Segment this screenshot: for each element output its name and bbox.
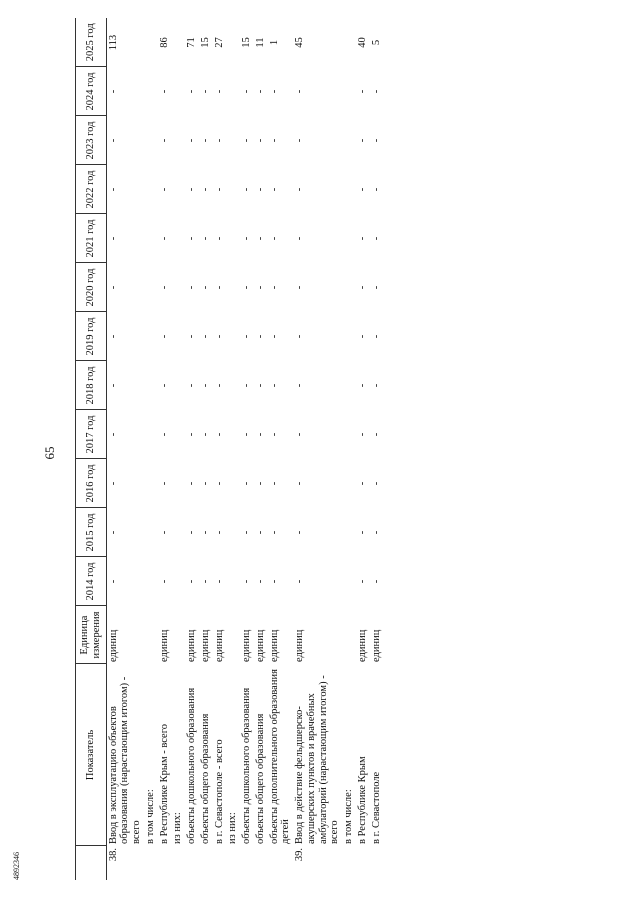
value-cell: - [213, 334, 225, 339]
value-cell [171, 410, 185, 459]
value-cell: - [268, 236, 280, 241]
unit-cell [144, 606, 158, 664]
value-cell: - [254, 579, 266, 584]
value-cell: - [356, 89, 368, 94]
value-cell: 86 [158, 37, 170, 48]
value-cell: - [356, 383, 368, 388]
value-cell [226, 312, 240, 361]
header-year: 2018 год [76, 361, 107, 410]
value-cell: - [158, 383, 170, 388]
value-cell: - [294, 481, 305, 486]
table-body [106, 18, 383, 880]
value-cell: 71 [186, 37, 197, 48]
header-year: 2021 год [76, 214, 107, 263]
value-cell: - [213, 285, 225, 290]
value-cell: - [107, 89, 119, 94]
value-cell: - [294, 187, 305, 192]
value-cell: - [186, 481, 197, 486]
value-cell [342, 459, 356, 508]
value-cell: 27 [213, 37, 225, 48]
value-cell [342, 508, 356, 557]
unit-cell: единиц [186, 629, 197, 662]
value-cell: - [356, 432, 368, 437]
value-cell: - [213, 187, 225, 192]
value-cell [226, 459, 240, 508]
indicator-cell: в г. Севастополе [370, 771, 382, 844]
value-cell: - [186, 432, 197, 437]
value-cell: - [254, 187, 266, 192]
header-year: 2020 год [76, 263, 107, 312]
row-number [144, 846, 158, 880]
unit-cell: единиц [254, 629, 266, 662]
value-cell: - [294, 579, 305, 584]
table-row [185, 18, 199, 880]
value-cell: - [107, 383, 119, 388]
value-cell [226, 263, 240, 312]
value-cell [226, 508, 240, 557]
value-cell: - [107, 579, 119, 584]
value-cell [171, 459, 185, 508]
table-row [106, 18, 144, 880]
row-number [342, 846, 356, 880]
indicator-cell: объекты дошкольного образования [186, 687, 197, 844]
value-cell: - [186, 89, 197, 94]
indicator-cell: объекты общего образования [254, 713, 266, 844]
value-cell: - [370, 138, 382, 143]
value-cell: - [158, 334, 170, 339]
value-cell: - [213, 383, 225, 388]
value-cell [144, 18, 158, 67]
value-cell: 40 [356, 37, 368, 48]
value-cell [342, 361, 356, 410]
row-number [356, 846, 370, 880]
value-cell: - [241, 138, 252, 143]
value-cell: - [107, 530, 119, 535]
table-row [171, 18, 185, 880]
value-cell: - [254, 432, 266, 437]
value-cell [342, 214, 356, 263]
value-cell: 15 [241, 37, 252, 48]
row-number [240, 846, 254, 880]
value-cell [171, 263, 185, 312]
value-cell: - [370, 236, 382, 241]
indicator-cell: из них: [227, 812, 239, 844]
value-cell [171, 361, 185, 410]
unit-cell: единиц [199, 629, 211, 662]
indicator-cell: из них: [172, 812, 184, 844]
value-cell [144, 165, 158, 214]
value-cell: - [241, 481, 252, 486]
value-cell: - [356, 481, 368, 486]
row-number [158, 846, 172, 880]
value-cell: - [241, 187, 252, 192]
value-cell: 45 [294, 37, 305, 48]
table-row [240, 18, 254, 880]
value-cell: 1 [268, 39, 280, 46]
value-cell: - [294, 236, 305, 241]
value-cell [342, 67, 356, 116]
value-cell: - [107, 432, 119, 437]
row-number [370, 846, 384, 880]
header-year: 2022 год [76, 165, 107, 214]
value-cell: - [107, 334, 119, 339]
value-cell: 5 [370, 39, 382, 46]
indicator-cell: в том числе: [144, 789, 156, 844]
value-cell: - [241, 334, 252, 339]
value-cell: - [370, 285, 382, 290]
value-cell: - [213, 432, 225, 437]
value-cell: - [186, 138, 197, 143]
value-cell [226, 67, 240, 116]
value-cell: - [254, 383, 266, 388]
value-cell: - [294, 138, 305, 143]
row-number [171, 846, 185, 880]
value-cell: - [294, 285, 305, 290]
value-cell: - [294, 530, 305, 535]
value-cell: - [294, 432, 305, 437]
indicator-cell: объекты дошкольного образования [241, 687, 252, 844]
header-year: 2024 год [76, 67, 107, 116]
value-cell [226, 18, 240, 67]
value-cell: - [254, 138, 266, 143]
indicator-cell: в Республике Крым [356, 756, 368, 844]
value-cell: - [268, 481, 280, 486]
header-year: 2015 год [76, 508, 107, 557]
value-cell: - [370, 579, 382, 584]
value-cell: - [158, 530, 170, 535]
value-cell [342, 116, 356, 165]
value-cell: - [370, 481, 382, 486]
value-cell: - [370, 383, 382, 388]
value-cell [226, 557, 240, 606]
value-cell [144, 459, 158, 508]
value-cell: - [294, 383, 305, 388]
header-indicator: Показатель [76, 664, 107, 846]
value-cell: - [199, 89, 211, 94]
value-cell: 15 [199, 37, 211, 48]
value-cell: - [254, 285, 266, 290]
unit-cell: единиц [213, 629, 225, 662]
table-row [268, 18, 294, 880]
value-cell [226, 410, 240, 459]
unit-cell [226, 606, 240, 664]
value-cell: - [356, 138, 368, 143]
row-number [185, 846, 199, 880]
value-cell: - [186, 334, 197, 339]
table-row [158, 18, 172, 880]
row-number: 38. [107, 848, 119, 862]
value-cell: - [186, 236, 197, 241]
value-cell: - [268, 285, 280, 290]
value-cell: - [158, 579, 170, 584]
unit-cell: единиц [370, 629, 382, 662]
value-cell: - [107, 236, 119, 241]
indicator-cell: в г. Севастополе - всего [213, 739, 225, 844]
indicator-cell: объекты общего образования [199, 713, 211, 844]
indicator-cell: объекты дополнительного образования детей [268, 669, 292, 844]
value-cell: - [199, 138, 211, 143]
table-row [144, 18, 158, 880]
value-cell: - [356, 334, 368, 339]
value-cell: - [158, 89, 170, 94]
row-number [199, 846, 213, 880]
row-number [213, 846, 227, 880]
table-row [356, 18, 370, 880]
value-cell: 11 [254, 37, 266, 48]
value-cell: - [158, 138, 170, 143]
table-header-row [76, 18, 107, 880]
value-cell: - [199, 236, 211, 241]
value-cell: - [213, 89, 225, 94]
header-year: 2019 год [76, 312, 107, 361]
value-cell: - [186, 383, 197, 388]
unit-cell: единиц [107, 629, 119, 662]
value-cell: - [241, 89, 252, 94]
value-cell [171, 67, 185, 116]
header-unit: Единица измерения [76, 606, 107, 664]
value-cell: - [241, 285, 252, 290]
value-cell [144, 508, 158, 557]
value-cell: - [268, 89, 280, 94]
value-cell: - [356, 236, 368, 241]
value-cell [171, 508, 185, 557]
value-cell [171, 165, 185, 214]
value-cell: - [186, 285, 197, 290]
value-cell: - [268, 383, 280, 388]
value-cell: - [268, 138, 280, 143]
value-cell: - [213, 236, 225, 241]
value-cell: - [268, 334, 280, 339]
value-cell: - [199, 334, 211, 339]
document-code: 4892346 [12, 852, 21, 880]
value-cell: - [158, 432, 170, 437]
value-cell: - [370, 89, 382, 94]
value-cell [342, 410, 356, 459]
value-cell: - [268, 432, 280, 437]
value-cell: - [186, 579, 197, 584]
indicator-cell: в Республике Крым - всего [158, 723, 170, 844]
value-cell: - [370, 334, 382, 339]
table-row [226, 18, 240, 880]
value-cell: - [199, 481, 211, 486]
value-cell [171, 116, 185, 165]
data-table [75, 18, 383, 880]
value-cell: - [213, 481, 225, 486]
value-cell [144, 557, 158, 606]
value-cell [226, 116, 240, 165]
value-cell: - [254, 481, 266, 486]
unit-cell: единиц [158, 629, 170, 662]
table-row [254, 18, 268, 880]
value-cell: - [370, 187, 382, 192]
header-num [76, 846, 107, 880]
value-cell [226, 361, 240, 410]
row-number: 39. [294, 848, 305, 862]
value-cell: - [199, 383, 211, 388]
value-cell: - [213, 579, 225, 584]
table-row [370, 18, 384, 880]
value-cell: - [158, 285, 170, 290]
value-cell [144, 312, 158, 361]
value-cell: - [158, 187, 170, 192]
unit-cell: единиц [356, 629, 368, 662]
header-year: 2023 год [76, 116, 107, 165]
value-cell: - [268, 530, 280, 535]
value-cell: - [213, 138, 225, 143]
value-cell: - [199, 285, 211, 290]
value-cell: - [186, 187, 197, 192]
indicator-cell: Ввод в действие фельдшерско-акушерских пунктов и врачебных амбулаторий (нарастающим итогом) - всего [294, 675, 341, 844]
unit-cell: единиц [268, 629, 280, 662]
value-cell: - [199, 579, 211, 584]
value-cell [342, 263, 356, 312]
table-row [293, 18, 342, 880]
value-cell: - [199, 530, 211, 535]
value-cell [144, 361, 158, 410]
value-cell: - [241, 432, 252, 437]
value-cell: - [294, 89, 305, 94]
value-cell [226, 165, 240, 214]
value-cell: - [356, 530, 368, 535]
indicator-cell: в том числе: [343, 789, 354, 844]
value-cell: - [356, 579, 368, 584]
value-cell [171, 312, 185, 361]
value-cell [144, 263, 158, 312]
value-cell [226, 214, 240, 263]
header-year: 2017 год [76, 410, 107, 459]
unit-cell: единиц [294, 629, 305, 662]
value-cell [171, 214, 185, 263]
value-cell: - [370, 432, 382, 437]
unit-cell: единиц [241, 629, 252, 662]
value-cell: - [241, 530, 252, 535]
value-cell: - [107, 481, 119, 486]
row-number [254, 846, 268, 880]
value-cell: - [107, 138, 119, 143]
value-cell: - [107, 285, 119, 290]
value-cell [144, 116, 158, 165]
unit-cell [171, 606, 185, 664]
value-cell: - [186, 530, 197, 535]
value-cell [171, 557, 185, 606]
page-number: 65 [42, 446, 57, 460]
value-cell: - [268, 187, 280, 192]
value-cell: - [199, 187, 211, 192]
value-cell: - [254, 334, 266, 339]
row-number [268, 846, 294, 880]
value-cell [144, 214, 158, 263]
table-row [342, 18, 356, 880]
value-cell [171, 18, 185, 67]
value-cell: - [213, 530, 225, 535]
value-cell [342, 557, 356, 606]
value-cell: - [241, 383, 252, 388]
value-cell: 113 [107, 34, 119, 51]
header-year: 2025 год [76, 18, 107, 67]
value-cell: - [199, 432, 211, 437]
value-cell [144, 67, 158, 116]
value-cell: - [294, 334, 305, 339]
value-cell [342, 165, 356, 214]
value-cell: - [241, 579, 252, 584]
value-cell: - [254, 530, 266, 535]
value-cell: - [370, 530, 382, 535]
value-cell: - [254, 236, 266, 241]
value-cell: - [158, 481, 170, 486]
table-container [75, 18, 610, 880]
indicator-cell: Ввод в эксплуатацию объектов образования (нарастающим итогом) - всего [107, 676, 142, 844]
header-year: 2016 год [76, 459, 107, 508]
value-cell: - [158, 236, 170, 241]
value-cell: - [356, 187, 368, 192]
table-row [199, 18, 213, 880]
value-cell [342, 18, 356, 67]
value-cell [342, 312, 356, 361]
value-cell: - [241, 236, 252, 241]
value-cell: - [254, 89, 266, 94]
table-row [213, 18, 227, 880]
value-cell: - [268, 579, 280, 584]
unit-cell [342, 606, 356, 664]
row-number [226, 846, 240, 880]
header-year: 2014 год [76, 557, 107, 606]
value-cell [144, 410, 158, 459]
value-cell: - [107, 187, 119, 192]
value-cell: - [356, 285, 368, 290]
